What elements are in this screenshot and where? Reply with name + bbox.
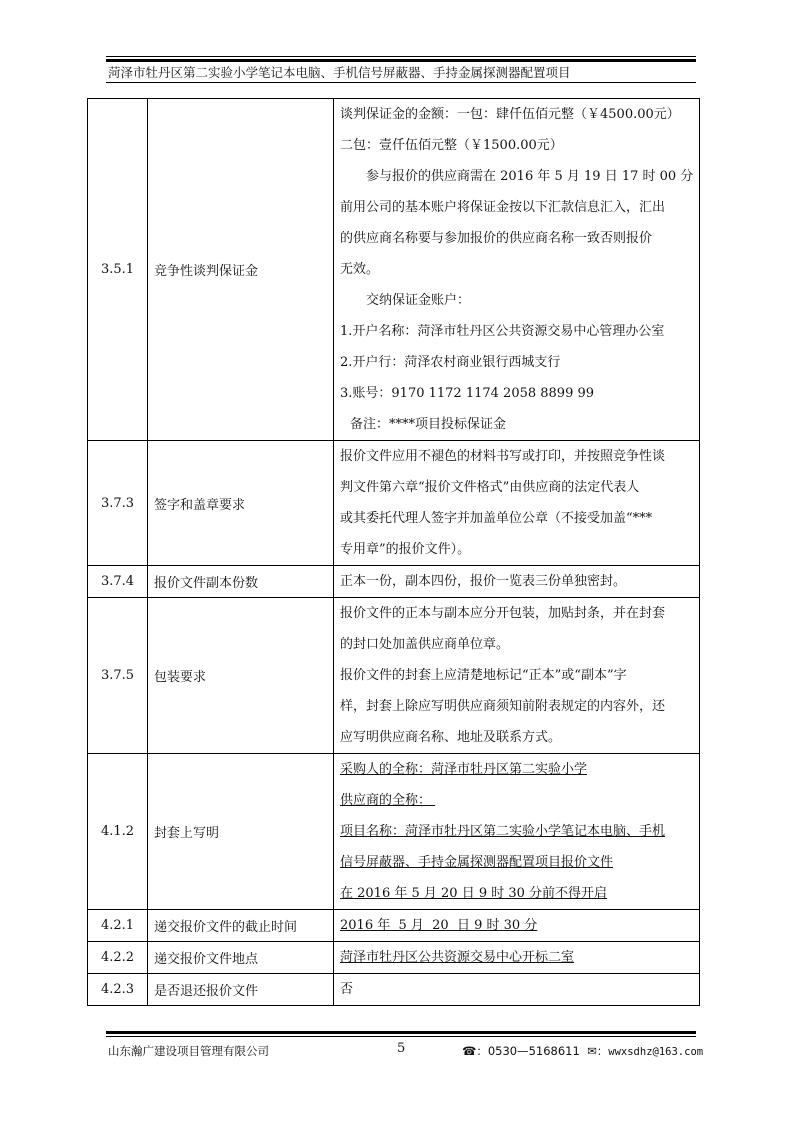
row-number: 4.2.2 xyxy=(88,942,148,974)
row-number: 3.7.3 xyxy=(88,441,148,566)
content-line: 样，封套上除应写明供应商须知前附表规定的内容外，还 xyxy=(340,699,666,714)
row-content xyxy=(334,974,700,1006)
row-item: 递交报价文件地点 xyxy=(148,942,334,974)
row-content xyxy=(334,99,700,441)
table-row xyxy=(88,754,700,910)
content-line: 1.开户名称：菏泽市牡丹区公共资源交易中心管理办公室 xyxy=(340,324,665,339)
row-content xyxy=(334,441,700,566)
row-content xyxy=(334,754,700,910)
content-line: 交纳保证金账户： xyxy=(366,293,471,308)
page-header-title: 菏泽市牡丹区第二实验小学笔记本电脑、手机信号屏蔽器、手持金属探测器配置项目 xyxy=(108,65,571,80)
content-line: 的封口处加盖供应商单位章。 xyxy=(340,637,510,652)
row-item: 封套上写明 xyxy=(148,754,334,910)
content-line xyxy=(340,785,693,816)
row-item: 竞争性谈判保证金 xyxy=(148,99,334,441)
content-line: 2.开户行：菏泽农村商业银行西城支行 xyxy=(340,355,561,370)
row-number: 4.2.1 xyxy=(88,910,148,942)
content-line: 无效。 xyxy=(340,262,380,277)
table-row xyxy=(88,99,700,441)
content-line: 报价文件的封套上应清楚地标记“正本”或“副本”字 xyxy=(340,668,627,683)
content-line xyxy=(340,847,693,878)
table-row xyxy=(88,566,700,598)
row-content xyxy=(334,566,700,598)
content-line: 专用章”的报价文件）。 xyxy=(340,542,471,557)
content-line xyxy=(340,878,693,909)
blank-fill xyxy=(431,785,501,816)
table-row xyxy=(88,942,700,974)
content-line: 报价文件应用不褪色的材料书写或打印，并按照竞争性谈 xyxy=(340,449,666,464)
content-line: 否 xyxy=(340,982,354,997)
content-line xyxy=(340,754,693,785)
content-line xyxy=(340,816,693,847)
table-row xyxy=(88,598,700,754)
content-line: 正本一份，副本四份，报价一览表三份单独密封。 xyxy=(340,574,627,589)
content-text: 信号屏蔽器、手持金属探测器配置项目报价文件 xyxy=(340,855,614,870)
content-line: 3.账号：9170 1172 1174 2058 8899 99 xyxy=(340,386,595,401)
row-number: 3.7.4 xyxy=(88,566,148,598)
requirements-table xyxy=(87,98,700,1006)
table-row xyxy=(88,974,700,1006)
row-content xyxy=(334,910,700,942)
page-number: 5 xyxy=(397,1041,406,1056)
footer-email: wwxsdhz@163.com xyxy=(608,1046,704,1058)
footer-rule-thick xyxy=(106,1031,696,1034)
row-item: 签字和盖章要求 xyxy=(148,441,334,566)
row-number: 4.2.3 xyxy=(88,974,148,1006)
row-item: 递交报价文件的截止时间 xyxy=(148,910,334,942)
content-text: 菏泽市牡丹区公共资源交易中心开标二室 xyxy=(340,950,575,965)
row-number: 4.1.2 xyxy=(88,754,148,910)
content-line xyxy=(340,942,693,973)
table-row xyxy=(88,910,700,942)
content-text: 2016 年 5 月 20 日 9 时 30 分 xyxy=(340,918,538,933)
row-item: 包装要求 xyxy=(148,598,334,754)
row-number: 3.7.5 xyxy=(88,598,148,754)
phone-icon: ☎： xyxy=(462,1044,488,1058)
header-rule-bottom xyxy=(106,82,696,83)
content-line: 前用公司的基本账户将保证金按以下汇款信息汇入，汇出 xyxy=(340,200,666,215)
content-line: 备注：****项目投标保证金 xyxy=(350,417,507,432)
content-text: 采购人的全称：菏泽市牡丹区第二实验小学 xyxy=(340,762,588,777)
header-rule-thick xyxy=(106,59,696,62)
email-icon: ✉： xyxy=(587,1044,609,1058)
content-line: 判文件第六章“报价文件格式”由供应商的法定代表人 xyxy=(340,480,640,495)
content-line: 或其委托代理人签字并加盖单位公章（不接受加盖“*** xyxy=(340,511,653,526)
content-text: 供应商的全称： xyxy=(340,793,432,808)
row-content xyxy=(334,598,700,754)
footer-contact xyxy=(462,1043,703,1059)
content-line: 参与报价的供应商需在 2016 年 5 月 19 日 17 时 00 分 xyxy=(366,169,693,184)
row-content xyxy=(334,942,700,974)
row-item: 报价文件副本份数 xyxy=(148,566,334,598)
table-row xyxy=(88,441,700,566)
footer-company: 山东瀚广建设项目管理有限公司 xyxy=(108,1044,269,1058)
content-line xyxy=(340,910,693,941)
header-rule-thin xyxy=(106,56,696,57)
footer-phone: 0530—5168611 xyxy=(487,1044,580,1058)
content-line: 报价文件的正本与副本应分开包装，加贴封条，并在封套 xyxy=(340,606,666,621)
content-text: 在 2016 年 5 月 20 日 9 时 30 分前不得开启 xyxy=(340,886,608,901)
content-line: 的供应商名称要与参加报价的供应商名称一致否则报价 xyxy=(340,231,653,246)
row-item: 是否退还报价文件 xyxy=(148,974,334,1006)
content-line: 二包：壹仟伍佰元整（￥1500.00元） xyxy=(340,138,563,153)
footer-rule-thin xyxy=(106,1036,696,1037)
content-line: 应写明供应商名称、地址及联系方式。 xyxy=(340,730,562,745)
content-line: 谈判保证金的金额：一包：肆仟伍佰元整（￥4500.00元） xyxy=(340,107,680,122)
row-number: 3.5.1 xyxy=(88,99,148,441)
content-text: 项目名称：菏泽市牡丹区第二实验小学笔记本电脑、手机 xyxy=(340,824,666,839)
